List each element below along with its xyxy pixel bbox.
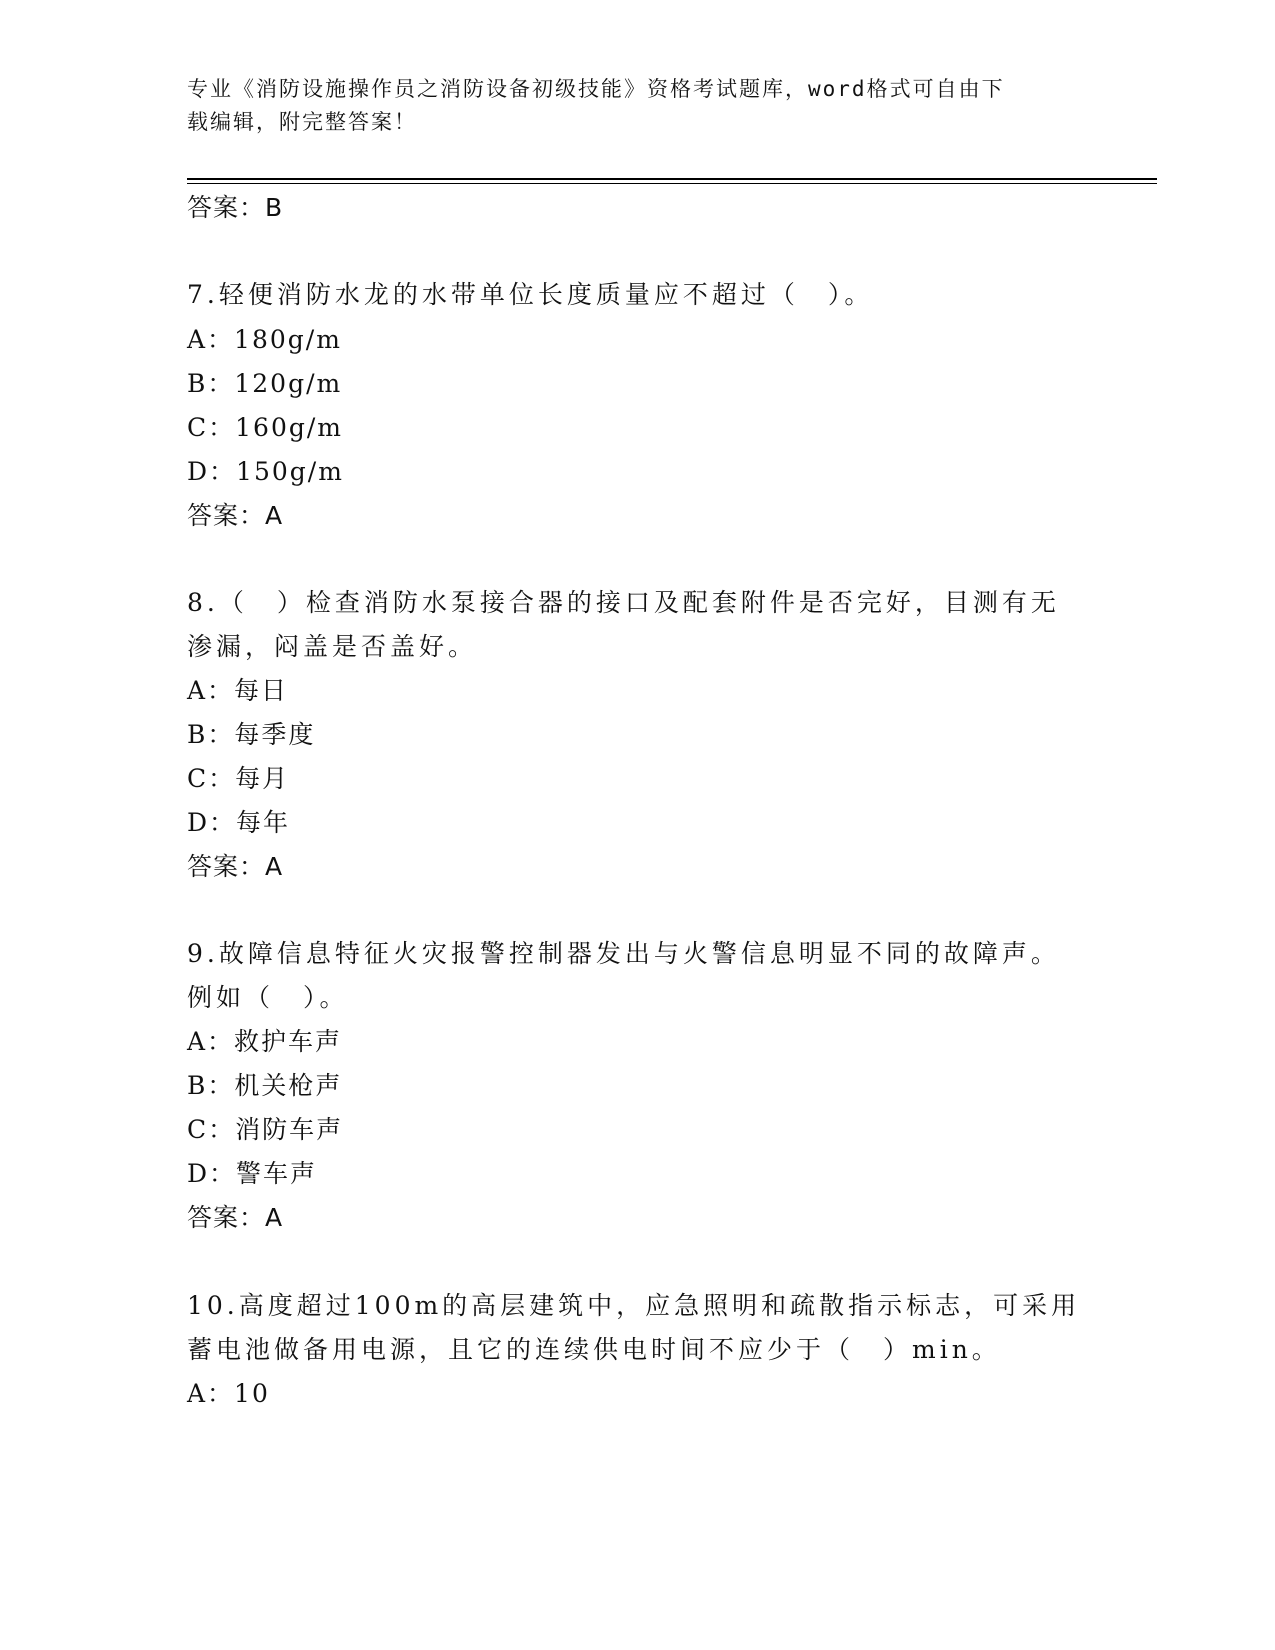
question-8-text-line-1: 8.（ ）检查消防水泵接合器的接口及配套附件是否完好，目测有无 [187, 588, 1060, 617]
question-10-text-line-2: 蓄电池做备用电源，且它的连续供电时间不应少于（ ）min。 [187, 1335, 1001, 1364]
question-8-option-d: D：每年 [187, 808, 291, 837]
answer-previous: 答案：B [187, 193, 284, 222]
question-8-answer: 答案：A [187, 852, 284, 881]
header-line-1: 专业《消防设施操作员之消防设备初级技能》资格考试题库，word格式可自由下 [187, 77, 1005, 101]
question-9-option-d: D：警车声 [187, 1159, 318, 1188]
question-9-text-line-2: 例如（ ）。 [187, 983, 349, 1012]
question-7-text: 7.轻便消防水龙的水带单位长度质量应不超过（ ）。 [187, 280, 874, 309]
question-8-text-line-2: 渗漏，闷盖是否盖好。 [187, 632, 478, 661]
question-8-option-c: C：每月 [187, 764, 290, 793]
question-9-option-b: B：机关枪声 [187, 1071, 343, 1100]
question-7-option-b: B：120g/m [187, 369, 343, 398]
question-7-option-a: A：180g/m [187, 325, 342, 354]
question-7-answer: 答案：A [187, 501, 284, 530]
question-8-option-a: A：每日 [187, 676, 289, 705]
question-9-option-c: C：消防车声 [187, 1115, 344, 1144]
document-header [187, 73, 1067, 139]
question-9-answer: 答案：A [187, 1203, 284, 1232]
question-9-option-a: A：救护车声 [187, 1027, 343, 1056]
header-line-2: 载编辑，附完整答案！ [187, 110, 417, 134]
header-divider [187, 178, 1157, 184]
question-10-option-a: A：10 [187, 1379, 270, 1408]
question-7-option-d: D：150g/m [187, 457, 344, 486]
question-9-text-line-1: 9.故障信息特征火灾报警控制器发出与火警信息明显不同的故障声。 [187, 939, 1060, 968]
question-7-option-c: C：160g/m [187, 413, 343, 442]
question-10-text-line-1: 10.高度超过100m的高层建筑中，应急照明和疏散指示标志，可采用 [187, 1291, 1081, 1320]
question-8-option-b: B：每季度 [187, 720, 316, 749]
